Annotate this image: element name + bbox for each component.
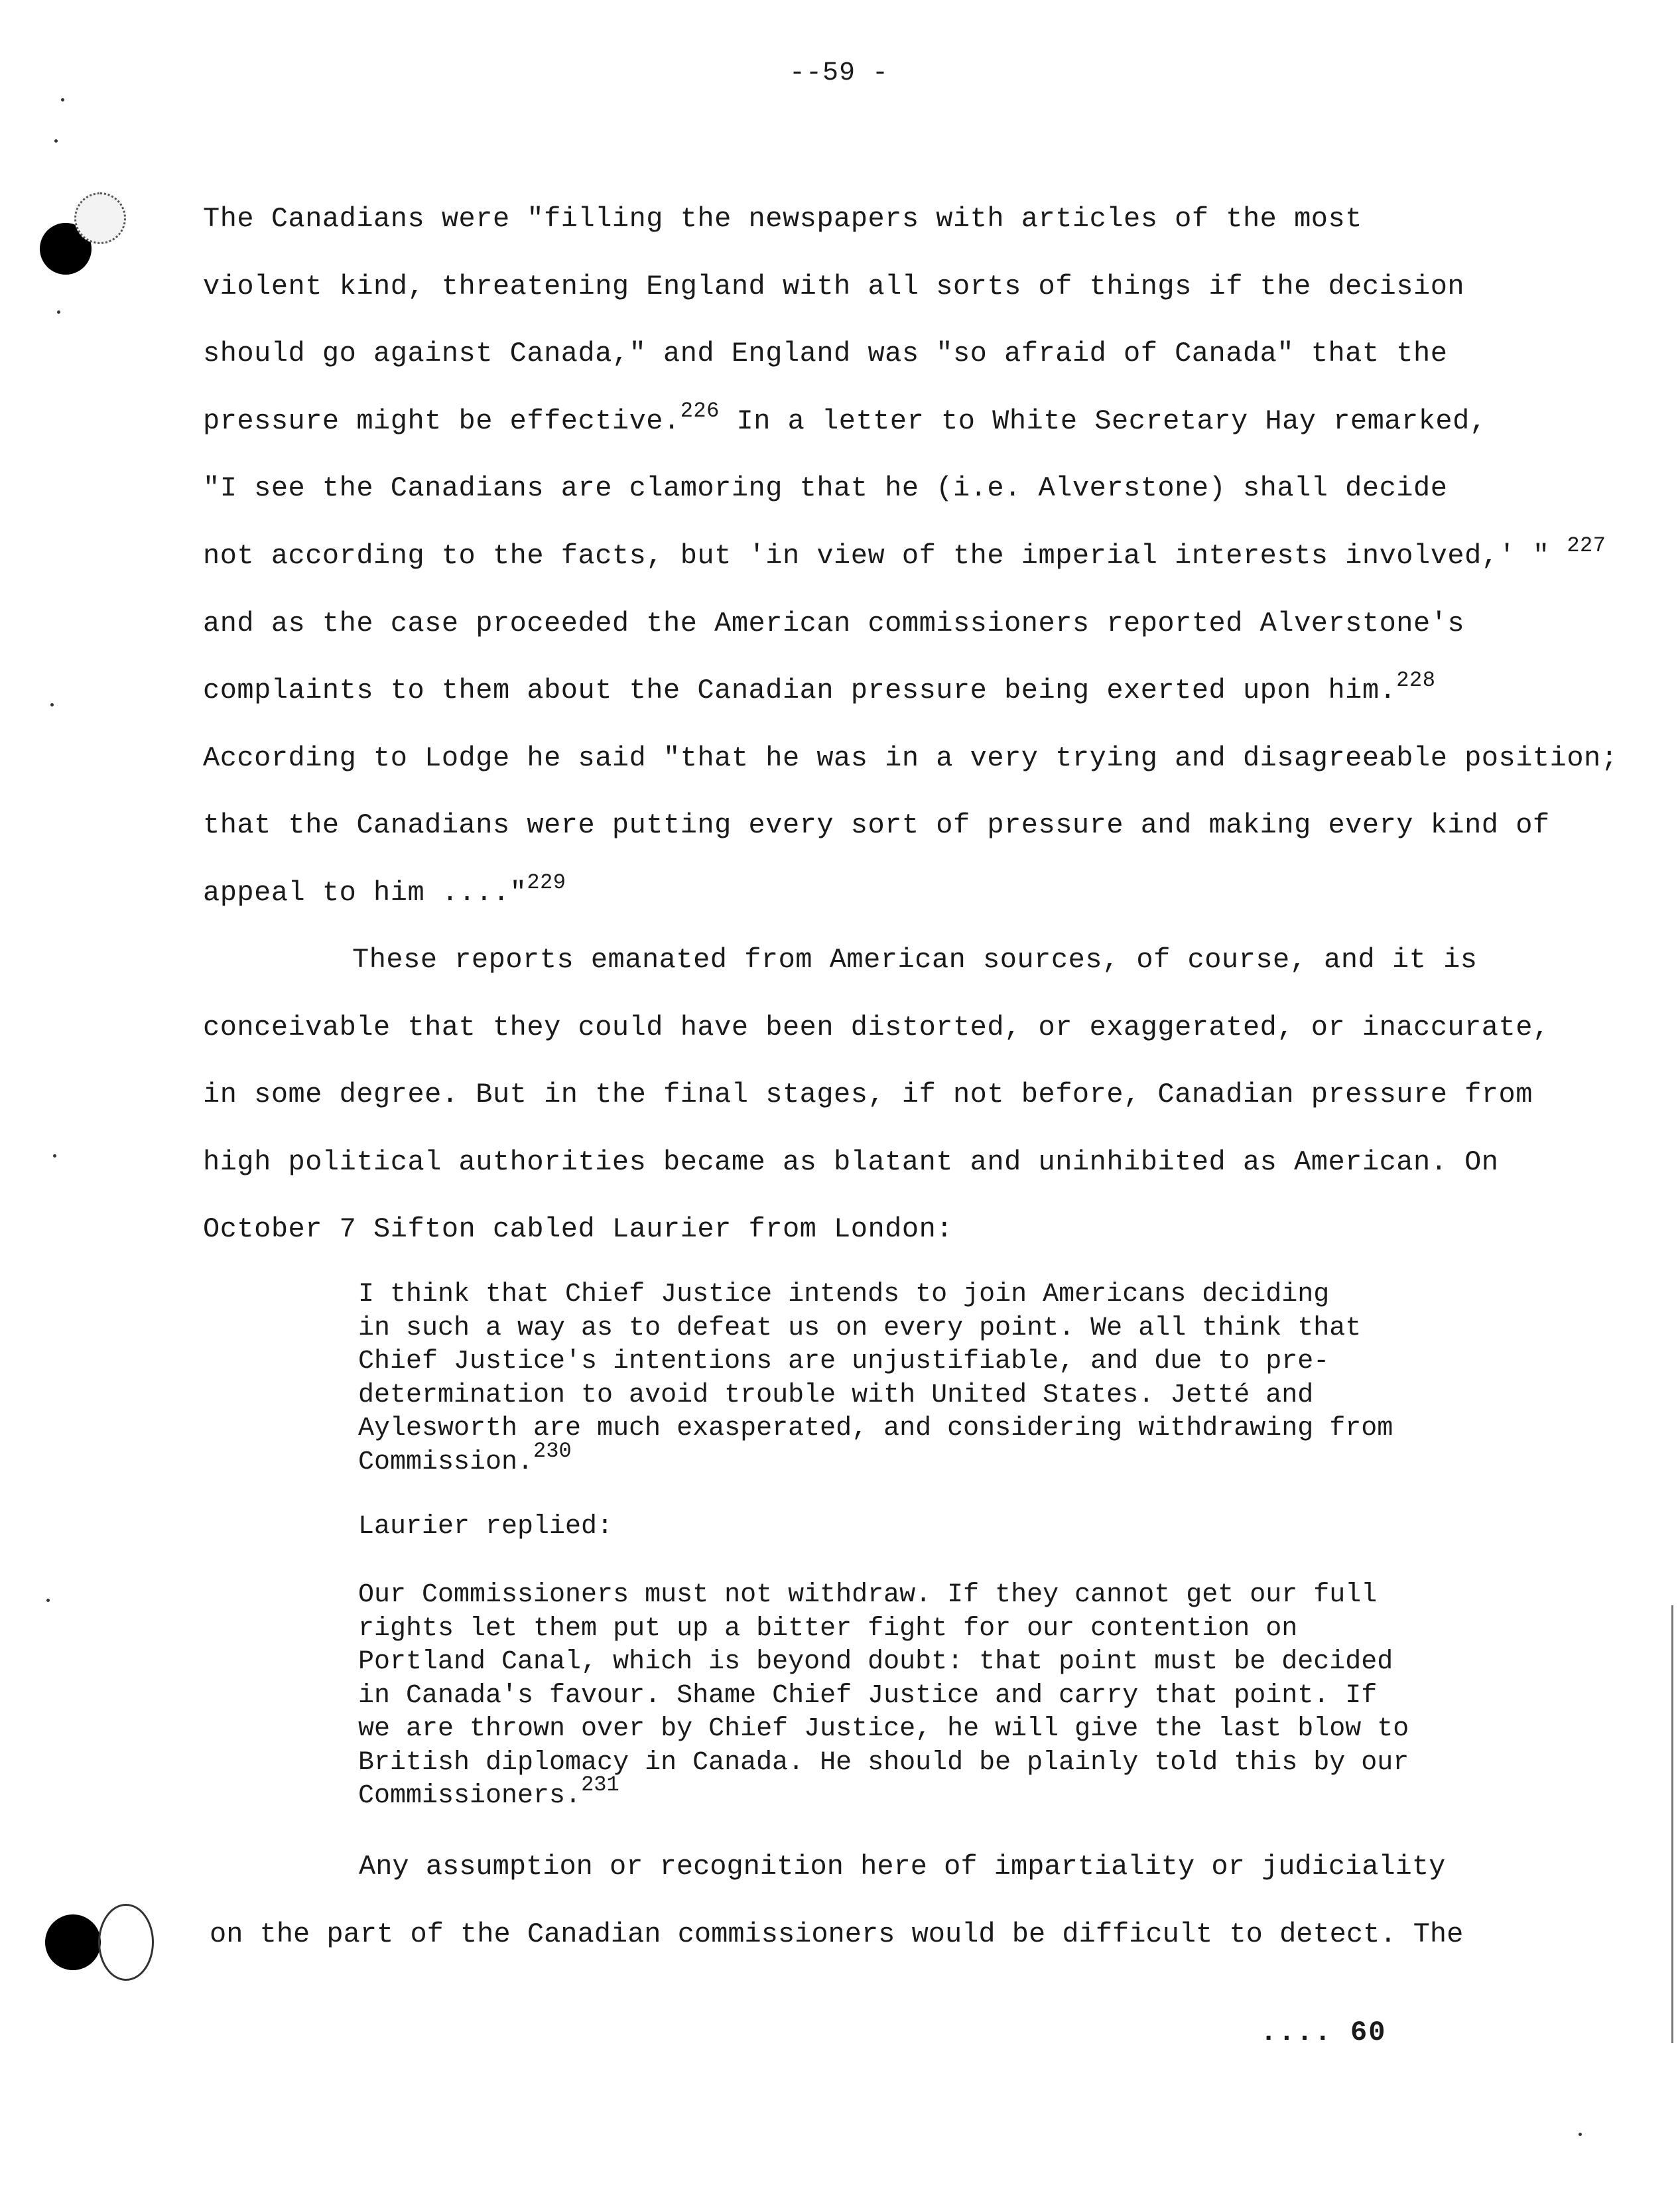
laurier-intro: Laurier replied: [358,1512,614,1542]
scan-speck [53,1154,56,1158]
footnote-ref-226: 226 [680,398,720,423]
text-segment: pressure might be effective. [203,405,680,437]
text-line: in some degree. But in the final stages, if not before, Canadian pressure from [203,1079,1533,1111]
text-line: Any assumption or recognition here of impartiality or judiciality [359,1851,1446,1883]
scan-speck [46,1599,50,1602]
text-line: conceivable that they could have been distorted, or exaggerated, or inaccurate, [203,1011,1550,1043]
text-line: The Canadians were "filling the newspapers with articles of the most [203,203,1362,235]
continuation-marker: .... 60 [1260,2017,1387,2048]
quote-line: rights let them put up a bitter fight for our contention on [358,1613,1298,1644]
scan-speck [50,703,54,706]
punch-hole [45,1914,101,1970]
text-line: "I see the Canadians are clamoring that he (i.e. Alverstone) shall decide [203,472,1448,505]
text-segment: complaints to them about the Canadian pressure being exerted upon him. [203,675,1397,707]
text-line: should go against Canada," and England was "so afraid of Canada" that the [203,338,1448,370]
quote-line: determination to avoid trouble with United States. Jetté and [358,1380,1314,1410]
quote-line [358,1438,1393,1480]
block-quote-laurier [358,1579,1409,1814]
page-number: --59 - [789,58,889,88]
text-line [203,860,1596,927]
text-line: These reports emanated from American sources, of course, and it is [352,944,1478,976]
text-line [203,388,1596,456]
text-segment: appeal to him ...." [203,876,527,909]
footnote-ref-227: 227 [1567,533,1606,558]
paragraph-3 [210,1834,1463,1968]
text-line [203,523,1606,590]
quote-line: I think that Chief Justice intends to join Americans deciding [358,1280,1330,1309]
punch-hole [98,1904,154,1981]
text-line: and as the case proceeded the American commissioners reported Alverstone's [203,607,1465,639]
footnote-ref-228: 228 [1396,668,1436,693]
text-line: According to Lodge he said "that he was in a very trying and disagreeable position; [203,742,1618,774]
paragraph-2 [203,927,1596,1264]
quote-line: Our Commissioners must not withdraw. If they cannot get our full [358,1580,1378,1610]
scan-speck [54,139,58,143]
quote-line: in such a way as to defeat us on every point. We all think that [358,1313,1362,1343]
quote-line: Portland Canal, which is beyond doubt: that point must be decided [358,1647,1393,1677]
scan-speck [1579,2133,1582,2136]
quote-line [358,1772,1409,1814]
text-line: violent kind, threatening England with all sorts of things if the decision [203,270,1465,302]
text-line [203,657,1596,725]
scan-edge-line [1671,1605,1673,2043]
quote-line: British diplomacy in Canada. He should be plainly told this by our [358,1747,1409,1778]
footnote-ref-229: 229 [527,870,566,895]
text-segment: Commissioners. [358,1781,582,1811]
quote-line: Chief Justice's intentions are unjustifiable, and due to pre- [358,1347,1330,1376]
text-line: that the Canadians were putting every sort of pressure and making every kind of [203,809,1550,842]
scan-speck [61,98,64,101]
text-segment: In a letter to White Secretary Hay remarked, [736,405,1487,437]
text-segment: not according to the facts, but 'in view of the imperial interests involved,' " [203,539,1550,572]
quote-line: Aylesworth are much exasperated, and considering withdrawing from [358,1414,1393,1443]
text-line: October 7 Sifton cabled Laurier from London: [203,1213,953,1246]
quote-line: in Canada's favour. Shame Chief Justice and carry that point. If [358,1680,1378,1711]
scan-speck [57,310,60,314]
footnote-ref-231: 231 [581,1772,619,1797]
text-line: on the part of the Canadian commissioners would be difficult to detect. The [210,1918,1464,1950]
quote-line: we are thrown over by Chief Justice, he will give the last blow to [358,1714,1409,1744]
block-quote-sifton [358,1278,1393,1479]
text-segment: Commission. [358,1447,534,1477]
text-line: high political authorities became as blatant and uninhibited as American. On [203,1146,1499,1178]
footnote-ref-230: 230 [533,1438,572,1463]
paragraph-1 [203,186,1618,927]
punch-hole [74,192,126,244]
